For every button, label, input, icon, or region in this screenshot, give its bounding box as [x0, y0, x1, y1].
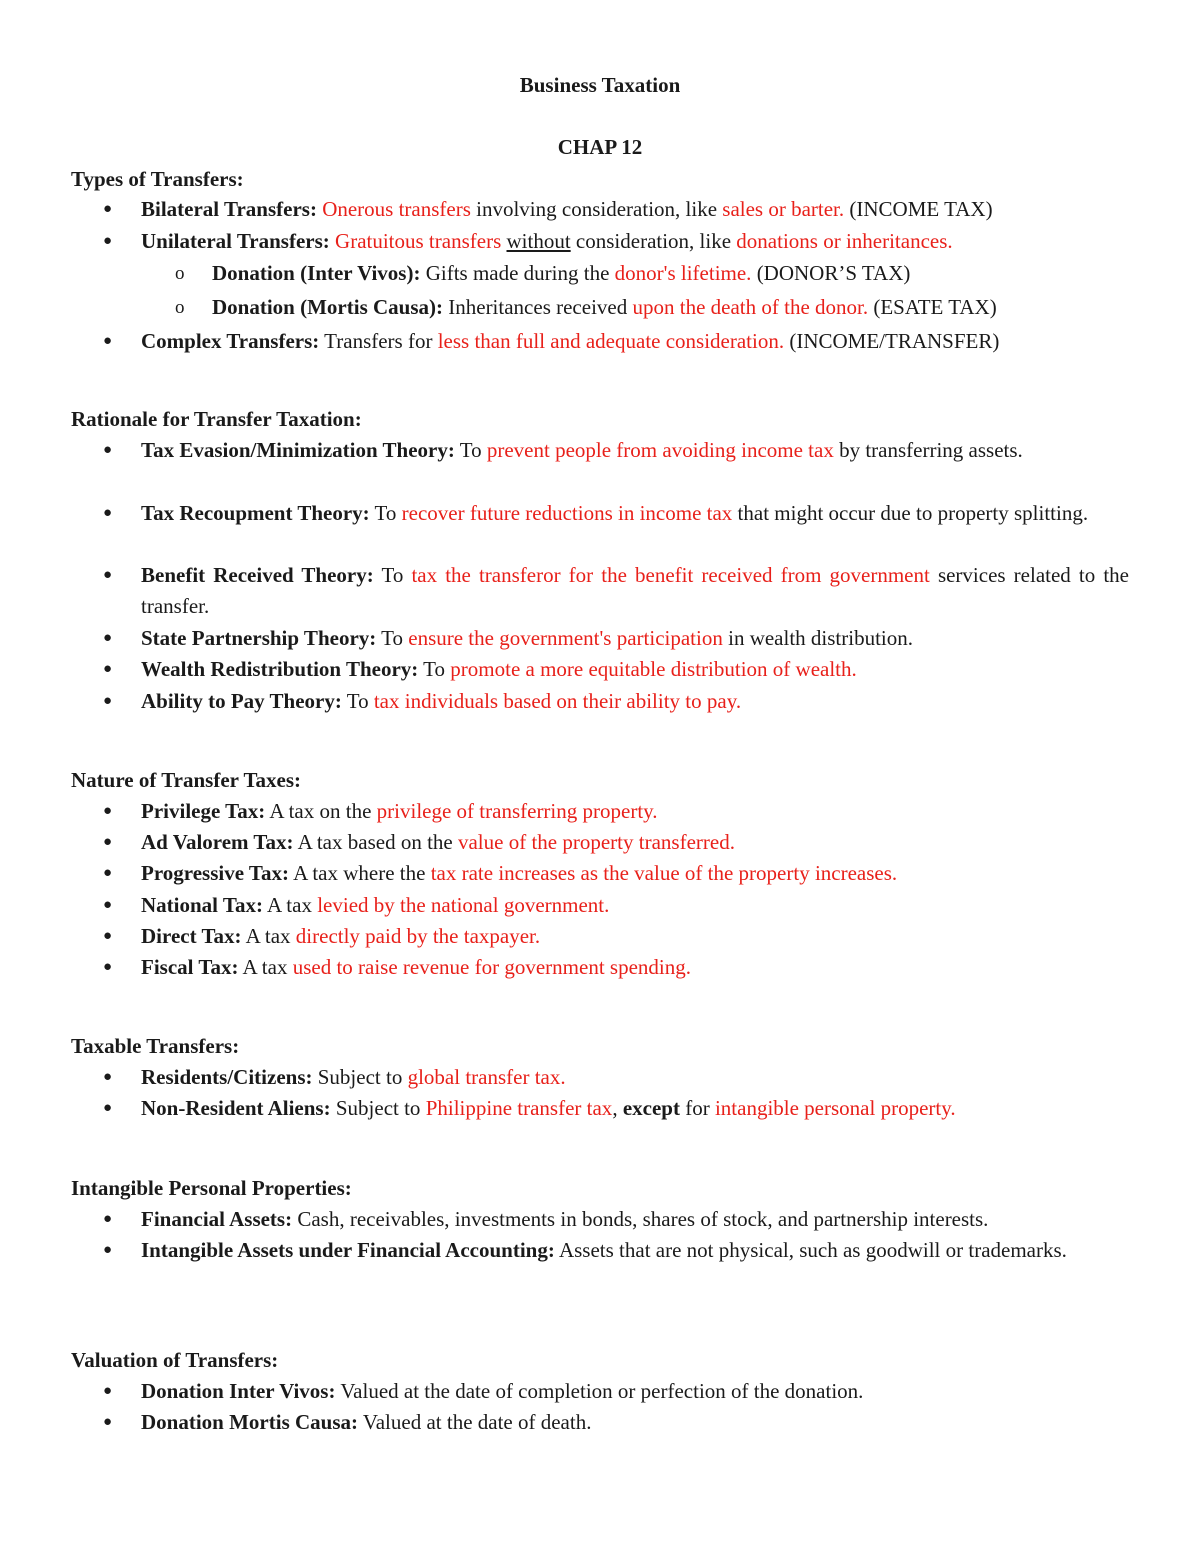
bullet-icon: ● [103, 928, 113, 944]
item-text: services related to the transfer. [141, 563, 1129, 618]
bullet-icon: ● [103, 1069, 113, 1085]
bullet-icon: ● [103, 1211, 113, 1227]
item-text: To [373, 563, 412, 587]
highlight-text: directly paid by the taxpayer. [295, 924, 541, 948]
item-text: for [679, 1096, 715, 1120]
bullet-icon: ● [103, 693, 113, 709]
highlight-text: promote a more equitable distribution of wealth. [450, 657, 857, 681]
bullet-icon: ● [103, 333, 113, 349]
item-text: Valued at the date of completion or perfection of the donation. [335, 1379, 864, 1403]
list-item-national [103, 890, 1129, 921]
item-term: Bilateral Transfers: [141, 197, 317, 221]
item-text: A tax on the [265, 799, 377, 823]
list-item-redistribution [103, 654, 1129, 685]
item-term: Financial Assets: [141, 1207, 293, 1231]
highlight-text: Philippine transfer tax [425, 1096, 613, 1120]
item-text: Subject to [330, 1096, 426, 1120]
list-item-ability [103, 686, 1129, 717]
section-heading-intangible: Intangible Personal Properties: [71, 1176, 352, 1200]
list-item-progressive [103, 858, 1129, 889]
section-heading-taxable: Taxable Transfers: [71, 1034, 240, 1058]
highlight-text: privilege of transferring property. [376, 799, 658, 823]
item-text: (INCOME/TRANSFER) [784, 329, 1000, 353]
highlight-text: prevent people from avoiding income tax [486, 438, 834, 462]
list-item-accounting [103, 1235, 1129, 1266]
highlight-text: global transfer tax. [407, 1065, 566, 1089]
item-text: A tax based on the [293, 830, 458, 854]
list-item-ad-valorem [103, 827, 1129, 858]
item-term: Ability to Pay Theory: [141, 689, 342, 713]
bullet-icon: ● [103, 834, 113, 850]
list-item-unilateral [103, 226, 1129, 257]
list-item-non-resident [103, 1093, 1129, 1124]
item-text: consideration, like [570, 229, 737, 253]
highlight-text: donations or inheritances. [736, 229, 953, 253]
sub-item-mortis-causa [175, 292, 1129, 323]
list-item-residents [103, 1062, 1129, 1093]
highlight-text: tax rate increases as the value of the property increases. [430, 861, 898, 885]
item-text: Cash, receivables, investments in bonds, shares of stock, and partnership interests. [292, 1207, 989, 1231]
item-text: that might occur due to property splitting. [732, 501, 1089, 525]
bullet-icon: ● [103, 897, 113, 913]
bullet-icon: ● [103, 1242, 113, 1258]
item-term: Benefit Received Theory: [141, 563, 374, 587]
section-heading-nature: Nature of Transfer Taxes: [71, 768, 302, 792]
item-term: Unilateral Transfers: [141, 229, 330, 253]
item-text: Subject to [312, 1065, 408, 1089]
item-term: Fiscal Tax: [141, 955, 239, 979]
item-term: Tax Evasion/Minimization Theory: [141, 438, 455, 462]
bullet-icon: ● [103, 803, 113, 819]
item-text: To [341, 689, 374, 713]
section-heading-types: Types of Transfers: [71, 167, 244, 191]
highlight-text: tax the transferor for the benefit received from government [411, 563, 930, 587]
emphasis-text: except [622, 1096, 680, 1120]
list-item-bilateral [103, 194, 1129, 225]
item-text: , [612, 1096, 623, 1120]
item-term: Direct Tax: [141, 924, 242, 948]
item-term: Wealth Redistribution Theory: [141, 657, 419, 681]
list-item-benefit [103, 560, 1129, 622]
section-heading-rationale: Rationale for Transfer Taxation: [71, 407, 362, 431]
item-text: involving consideration, like [470, 197, 723, 221]
highlight-text: used to raise revenue for government spending. [292, 955, 691, 979]
item-text: A tax [238, 955, 293, 979]
list-item-complex [103, 326, 1129, 357]
list-item-valuation-inter-vivos [103, 1376, 1129, 1407]
sub-bullet-icon: o [175, 263, 185, 284]
item-term: Ad Valorem Tax: [141, 830, 294, 854]
item-term: State Partnership Theory: [141, 626, 377, 650]
item-text: To [454, 438, 487, 462]
item-term: Donation (Mortis Causa): [212, 295, 443, 319]
list-item-recoupment [103, 498, 1129, 529]
highlight-text: Gratuitous transfers [335, 229, 502, 253]
item-text: To [369, 501, 402, 525]
item-text: Transfers for [319, 329, 438, 353]
list-item-valuation-mortis-causa [103, 1407, 1129, 1438]
sub-item-inter-vivos [175, 258, 1129, 289]
list-item-financial [103, 1204, 1129, 1235]
item-term: Residents/Citizens: [141, 1065, 313, 1089]
item-term: Donation Inter Vivos: [141, 1379, 336, 1403]
highlight-text: ensure the government's participation [408, 626, 723, 650]
item-text: (INCOME TAX) [844, 197, 993, 221]
highlight-text: less than full and adequate consideration. [437, 329, 785, 353]
bullet-icon: ● [103, 630, 113, 646]
item-term: Progressive Tax: [141, 861, 289, 885]
chapter-title: CHAP 12 [557, 135, 643, 159]
item-term: Donation Mortis Causa: [141, 1410, 359, 1434]
bullet-icon: ● [103, 959, 113, 975]
highlight-text: recover future reductions in income tax [401, 501, 733, 525]
item-term: Intangible Assets under Financial Accounting: [141, 1238, 555, 1262]
list-item-privilege [103, 796, 1129, 827]
item-text: (ESATE TAX) [868, 295, 997, 319]
item-text: To [418, 657, 451, 681]
bullet-icon: ● [103, 567, 113, 583]
item-term: National Tax: [141, 893, 263, 917]
section-heading-valuation: Valuation of Transfers: [71, 1348, 279, 1372]
item-text: A tax [262, 893, 318, 917]
bullet-icon: ● [103, 442, 113, 458]
item-text: Valued at the date of death. [358, 1410, 592, 1434]
highlight-text: value of the property transferred. [457, 830, 735, 854]
item-term: Privilege Tax: [141, 799, 266, 823]
highlight-text: sales or barter. [722, 197, 845, 221]
item-text: Inheritances received [443, 295, 633, 319]
item-term: Donation (Inter Vivos): [212, 261, 421, 285]
item-text: To [376, 626, 409, 650]
list-item-evasion [103, 435, 1129, 466]
item-term: Non-Resident Aliens: [141, 1096, 331, 1120]
highlight-text: levied by the national government. [317, 893, 610, 917]
item-text: Assets that are not physical, such as goodwill or trademarks. [554, 1238, 1067, 1262]
highlight-text: donor's lifetime. [614, 261, 752, 285]
item-text: Gifts made during the [420, 261, 615, 285]
list-item-partnership [103, 623, 1129, 654]
item-text: in wealth distribution. [722, 626, 914, 650]
highlight-text: Onerous transfers [322, 197, 471, 221]
list-item-direct [103, 921, 1129, 952]
bullet-icon: ● [103, 865, 113, 881]
item-text: (DONOR’S TAX) [751, 261, 911, 285]
item-text: A tax [241, 924, 296, 948]
list-item-fiscal [103, 952, 1129, 983]
bullet-icon: ● [103, 1383, 113, 1399]
item-term: Complex Transfers: [141, 329, 320, 353]
bullet-icon: ● [103, 661, 113, 677]
bullet-icon: ● [103, 505, 113, 521]
highlight-text: tax individuals based on their ability to pay. [373, 689, 742, 713]
item-text: by transferring assets. [833, 438, 1023, 462]
bullet-icon: ● [103, 1100, 113, 1116]
underlined-text: without [506, 229, 571, 253]
sub-bullet-icon: o [175, 297, 185, 318]
item-text: A tax where the [288, 861, 431, 885]
bullet-icon: ● [103, 1414, 113, 1430]
bullet-icon: ● [103, 233, 113, 249]
item-term: Tax Recoupment Theory: [141, 501, 370, 525]
bullet-icon: ● [103, 201, 113, 217]
highlight-text: intangible personal property. [714, 1096, 956, 1120]
highlight-text: upon the death of the donor. [632, 295, 869, 319]
document-title: Business Taxation [519, 73, 681, 97]
